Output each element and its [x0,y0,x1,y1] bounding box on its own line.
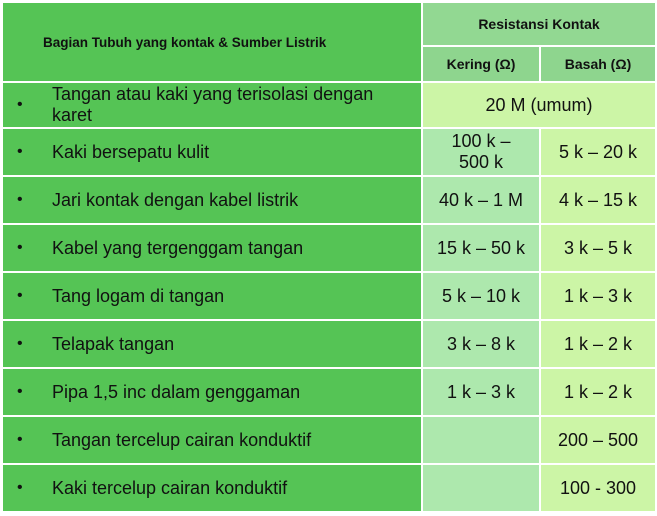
row-basah-value: 1 k – 2 k [540,368,656,416]
header-row-1 [2,2,656,46]
contact-resistance-table [1,1,657,513]
row-body-part-label: Tangan tercelup cairan konduktif [52,429,312,450]
row-kering-value: 3 k – 8 k [422,320,540,368]
bullet: • [17,335,23,352]
row-body-part [2,82,422,128]
header-basah: Basah (Ω) [540,46,656,82]
row-body-part [2,464,422,512]
row-body-part-label: Tang logam di tangan [52,285,225,306]
row-kering-value [422,464,540,512]
row-body-part-label: Kaki tercelup cairan konduktif [52,477,288,498]
resistance-table-container [1,1,657,513]
row-kering-value [422,128,540,176]
bullet: • [17,143,23,160]
row-body-part-label: Tangan atau kaki yang terisolasi dengan karet [52,84,374,125]
row-body-part [2,224,422,272]
bullet: • [17,287,23,304]
row-body-part [2,176,422,224]
row-resistance-merged: 20 M (umum) [422,82,656,128]
table-row [2,368,656,416]
row-kering-text: 100 k – 500 k [451,131,511,172]
row-body-part [2,416,422,464]
row-basah-value: 1 k – 2 k [540,320,656,368]
bullet: • [17,191,23,208]
bullet: • [17,383,23,400]
bullet: • [17,479,23,496]
row-kering-value: 40 k – 1 M [422,176,540,224]
table-row [2,176,656,224]
row-body-part-label: Kaki bersepatu kulit [52,141,210,162]
row-body-part [2,320,422,368]
row-body-part-label: Kabel yang tergenggam tangan [52,237,304,258]
row-kering-value [422,416,540,464]
header-kering: Kering (Ω) [422,46,540,82]
table-row [2,272,656,320]
row-basah-value: 200 – 500 [540,416,656,464]
bullet: • [17,431,23,448]
row-basah-value: 3 k – 5 k [540,224,656,272]
row-basah-value: 100 - 300 [540,464,656,512]
table-row [2,464,656,512]
header-contact-resistance: Resistansi Kontak [422,2,656,46]
table-row [2,128,656,176]
table-row [2,82,656,128]
row-basah-value: 5 k – 20 k [540,128,656,176]
header-body-part: Bagian Tubuh yang kontak & Sumber Listrik [2,2,422,82]
row-body-part-label: Jari kontak dengan kabel listrik [52,189,299,210]
row-basah-value: 4 k – 15 k [540,176,656,224]
table-row [2,416,656,464]
row-body-part [2,272,422,320]
row-body-part [2,128,422,176]
table-row [2,320,656,368]
row-body-part [2,368,422,416]
table-row [2,224,656,272]
row-kering-value: 1 k – 3 k [422,368,540,416]
bullet: • [17,239,23,256]
bullet: • [17,96,23,113]
row-kering-value: 5 k – 10 k [422,272,540,320]
row-body-part-label: Pipa 1,5 inc dalam genggaman [52,381,301,402]
row-basah-value: 1 k – 3 k [540,272,656,320]
row-kering-value: 15 k – 50 k [422,224,540,272]
row-body-part-label: Telapak tangan [52,333,175,354]
